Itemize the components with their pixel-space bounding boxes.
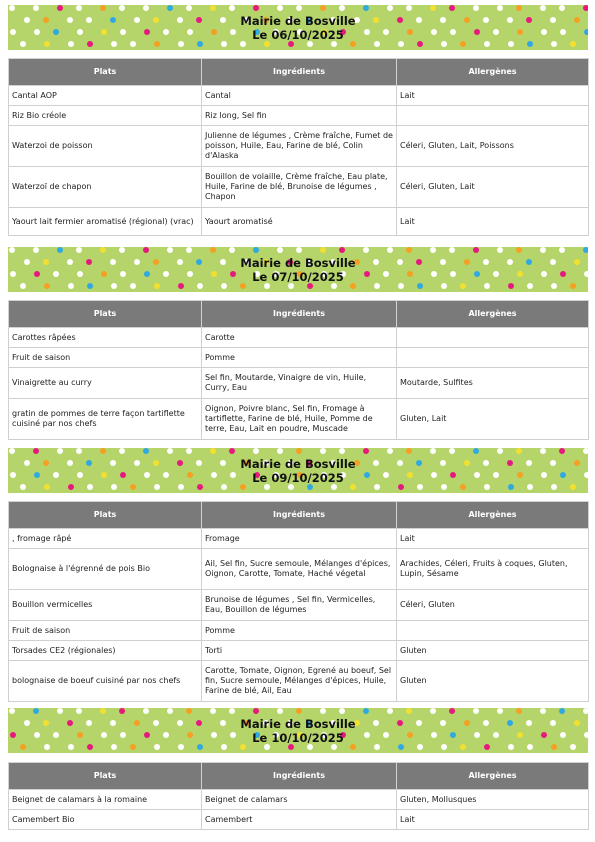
table-row (9, 208, 589, 236)
table-header-row (9, 301, 589, 328)
menu-table (8, 762, 589, 830)
cell-ingredients: Carotte (202, 328, 397, 348)
cell-plat: Torsades CE2 (régionales) (9, 641, 202, 661)
cell-allergenes: Lait (397, 86, 589, 106)
cell-plat: Cantal AOP (9, 86, 202, 106)
day-section (8, 5, 588, 226)
table-header-row (9, 59, 589, 86)
table-row (9, 86, 589, 106)
table-header-row (9, 763, 589, 790)
cell-plat: Yaourt lait fermier aromatisé (régional) (vrac) (9, 208, 202, 236)
cell-ingredients: Fromage (202, 529, 397, 549)
table-row (9, 621, 589, 641)
day-section (8, 708, 588, 824)
cell-allergenes (397, 348, 589, 368)
menu-table (8, 58, 589, 236)
header-plats: Plats (9, 301, 202, 328)
cell-allergenes: Gluten (397, 661, 589, 702)
table-row (9, 399, 589, 440)
cell-allergenes: Moutarde, Sulfites (397, 368, 589, 399)
cell-ingredients: Yaourt aromatisé (202, 208, 397, 236)
table-row (9, 810, 589, 830)
table-row (9, 590, 589, 621)
table-row (9, 167, 589, 208)
cell-plat: Beignet de calamars à la romaine (9, 790, 202, 810)
cell-plat: Carottes râpées (9, 328, 202, 348)
table-row (9, 126, 589, 167)
cell-plat: Vinaigrette au curry (9, 368, 202, 399)
banner-date: Le 06/10/2025 (252, 27, 344, 42)
table-row (9, 348, 589, 368)
cell-plat: bolognaise de boeuf cuisiné par nos chefs (9, 661, 202, 702)
cell-allergenes: Arachides, Céleri, Fruits à coques, Gluten, Lupin, Sésame (397, 549, 589, 590)
header-allergenes: Allergènes (397, 763, 589, 790)
cell-ingredients: Riz long, Sel fin (202, 106, 397, 126)
day-section (8, 247, 588, 433)
cell-ingredients: Sel fin, Moutarde, Vinaigre de vin, Huile, Curry, Eau (202, 368, 397, 399)
header-ingredients: Ingrédients (202, 502, 397, 529)
cell-allergenes: Gluten (397, 641, 589, 661)
day-banner (8, 5, 588, 50)
day-banner (8, 708, 588, 753)
cell-ingredients: Cantal (202, 86, 397, 106)
cell-ingredients: Beignet de calamars (202, 790, 397, 810)
day-banner (8, 247, 588, 292)
cell-ingredients: Pomme (202, 621, 397, 641)
banner-title: Mairie de Bosville (240, 716, 356, 731)
cell-allergenes: Gluten, Lait (397, 399, 589, 440)
table-row (9, 529, 589, 549)
cell-allergenes: Lait (397, 810, 589, 830)
header-ingredients: Ingrédients (202, 59, 397, 86)
cell-allergenes: Lait (397, 529, 589, 549)
header-allergenes: Allergènes (397, 301, 589, 328)
cell-allergenes: Gluten, Mollusques (397, 790, 589, 810)
cell-plat: Fruit de saison (9, 348, 202, 368)
table-row (9, 549, 589, 590)
table-row (9, 106, 589, 126)
table-header-row (9, 502, 589, 529)
cell-plat: Bouillon vermicelles (9, 590, 202, 621)
cell-plat: Camembert Bio (9, 810, 202, 830)
cell-ingredients: Bouillon de volaille, Crème fraîche, Eau plate, Huile, Farine de blé, Brunoise de légumes , Chapon (202, 167, 397, 208)
cell-allergenes: Céleri, Gluten, Lait (397, 167, 589, 208)
cell-plat: Riz Bio créole (9, 106, 202, 126)
cell-allergenes (397, 106, 589, 126)
header-plats: Plats (9, 763, 202, 790)
table-row (9, 790, 589, 810)
cell-plat: Bolognaise à l'égrenné de pois Bio (9, 549, 202, 590)
menu-table (8, 300, 589, 440)
day-section (8, 448, 588, 695)
cell-ingredients: Ail, Sel fin, Sucre semoule, Mélanges d'épices, Oignon, Carotte, Tomate, Haché végetal (202, 549, 397, 590)
cell-plat: Fruit de saison (9, 621, 202, 641)
table-row (9, 368, 589, 399)
banner-date: Le 10/10/2025 (252, 730, 344, 745)
banner-date: Le 07/10/2025 (252, 269, 344, 284)
cell-allergenes (397, 621, 589, 641)
cell-ingredients: Oignon, Poivre blanc, Sel fin, Fromage à tartiflette, Farine de blé, Huile, Pomme de terre, Eau, Lait en poudre, Muscade (202, 399, 397, 440)
banner-title: Mairie de Bosville (240, 13, 356, 28)
header-plats: Plats (9, 502, 202, 529)
header-ingredients: Ingrédients (202, 301, 397, 328)
cell-ingredients: Carotte, Tomate, Oignon, Egrené au boeuf, Sel fin, Sucre semoule, Mélanges d'épices, Huile, Farine de blé, Ail, Eau (202, 661, 397, 702)
banner-title: Mairie de Bosville (240, 255, 356, 270)
cell-plat: gratin de pommes de terre façon tartiflette cuisiné par nos chefs (9, 399, 202, 440)
header-allergenes: Allergènes (397, 59, 589, 86)
table-row (9, 661, 589, 702)
header-plats: Plats (9, 59, 202, 86)
cell-allergenes: Céleri, Gluten, Lait, Poissons (397, 126, 589, 167)
cell-ingredients: Torti (202, 641, 397, 661)
cell-ingredients: Camembert (202, 810, 397, 830)
header-ingredients: Ingrédients (202, 763, 397, 790)
cell-ingredients: Brunoise de légumes , Sel fin, Vermicelles, Eau, Bouillon de légumes (202, 590, 397, 621)
cell-ingredients: Julienne de légumes , Crème fraîche, Fumet de poisson, Huile, Eau, Farine de blé, Colin d'Alaska (202, 126, 397, 167)
cell-plat: Waterzoi de poisson (9, 126, 202, 167)
table-row (9, 641, 589, 661)
cell-plat: , fromage râpé (9, 529, 202, 549)
header-allergenes: Allergènes (397, 502, 589, 529)
day-banner (8, 448, 588, 493)
banner-date: Le 09/10/2025 (252, 470, 344, 485)
table-row (9, 328, 589, 348)
cell-ingredients: Pomme (202, 348, 397, 368)
cell-plat: Waterzoï de chapon (9, 167, 202, 208)
cell-allergenes: Céleri, Gluten (397, 590, 589, 621)
banner-title: Mairie de Bosville (240, 456, 356, 471)
cell-allergenes (397, 328, 589, 348)
cell-allergenes: Lait (397, 208, 589, 236)
menu-table (8, 501, 589, 702)
